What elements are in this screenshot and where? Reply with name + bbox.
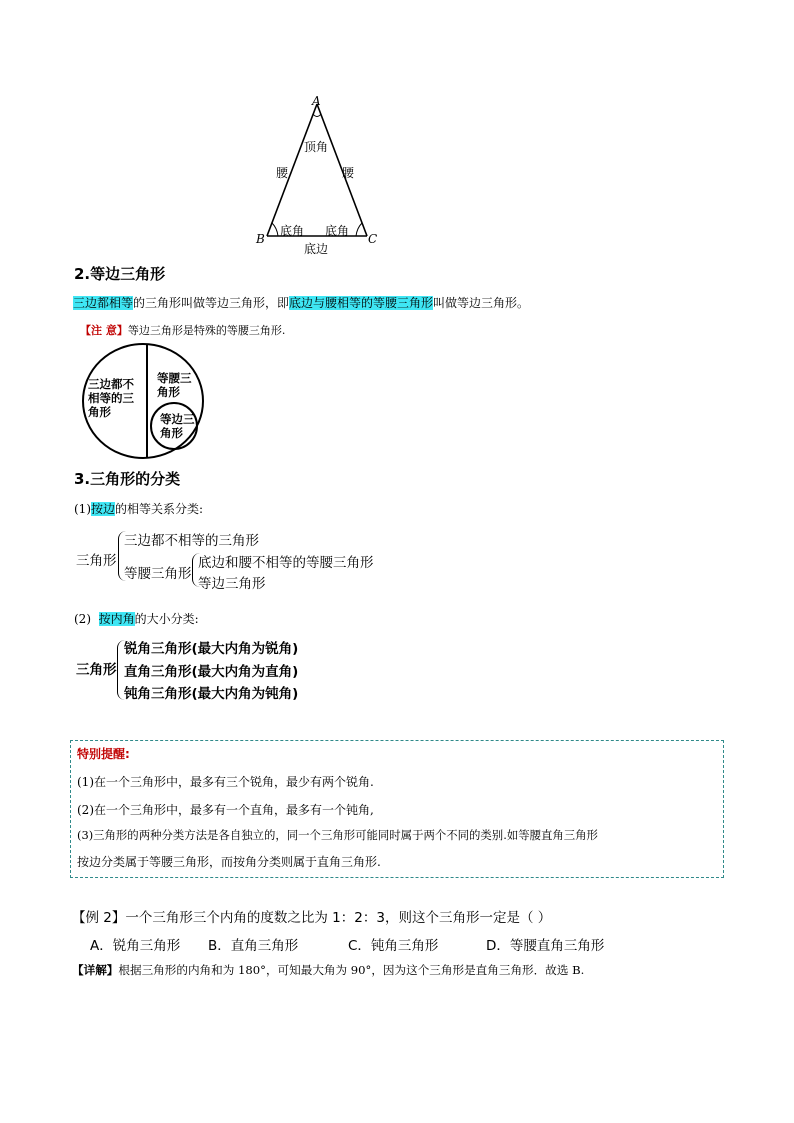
venn-inner-label [160,412,195,440]
base-angle-arc-left [272,223,278,236]
note-text: 等边三角形是特殊的等腰三角形. [127,324,286,337]
angle-tree-item2: 直角三角形(最大内角为直角) [124,664,299,680]
venn-right-label [157,371,192,399]
reminder-title: 特别提醒: [77,747,130,761]
note-label: 【注 意】 [80,324,128,337]
venn-left-line: 相等的三 [88,391,134,405]
option-c: C．钝角三角形 [348,938,439,954]
venn-inner-line: 角形 [160,426,183,440]
definition-text-2: 叫做等边三角形。 [433,296,530,310]
by-angle-prefix: (2) [74,612,91,626]
equilateral-definition [73,294,529,311]
definition-text-1: 的三角形叫做等边三角形，即 [133,296,290,310]
example-answer [72,962,584,978]
reminder-line-1: (1)在一个三角形中，最多有三个锐角，最少有两个锐角. [77,775,374,789]
apex-angle-arc [313,114,321,117]
note-line [80,322,285,338]
venn-left-label [88,377,134,419]
reminder-line-2: (2)在一个三角形中，最多有一个直角，最多有一个钝角, [77,803,374,817]
angle-tree-root: 三角形 [76,662,117,678]
venn-left-line: 三边都不 [88,377,134,391]
side-tree-sub1: 底边和腰不相等的等腰三角形 [198,555,374,571]
by-angle-caption [74,610,199,627]
right-base-angle-label: 底角 [325,224,350,238]
answer-label: 【详解】 [72,963,119,977]
by-angle-highlight: 按内角 [98,612,135,626]
venn-right-line: 角形 [157,385,180,399]
answer-text: 根据三角形的内角和为 180°，可知最大角为 90°，因为这个三角形是直角三角形．故选 B. [118,963,585,977]
angle-tree-item3: 钝角三角形(最大内角为钝角) [124,686,299,702]
option-b: B．直角三角形 [208,938,299,954]
base-angle-arc-right [356,223,362,236]
definition-highlight-2: 底边与腰相等的等腰三角形 [289,296,434,310]
section2-heading: 2.等边三角形 [74,265,166,283]
side-tree-item1: 三边都不相等的三角形 [124,533,259,549]
reminder-line-4: 按边分类属于等腰三角形，而按角分类则属于直角三角形. [77,855,381,869]
side-tree-item2: 等腰三角形 [124,566,192,582]
option-a: A．锐角三角形 [90,938,181,954]
by-side-caption [74,500,203,517]
left-leg-label: 腰 [276,166,289,180]
side-tree-sub2: 等边三角形 [198,576,266,592]
angle-tree-item1: 锐角三角形(最大内角为锐角) [124,641,299,657]
example-question: 【例 2】一个三角形三个内角的度数之比为 1：2：3，则这个三角形一定是（ ） [72,910,552,926]
definition-highlight-1: 三边都相等 [73,296,134,310]
vertex-c-label: C [368,232,378,246]
by-side-suffix: 的相等关系分类: [115,502,204,516]
option-d: D．等腰直角三角形 [486,938,605,954]
by-angle-suffix: 的大小分类: [134,612,199,626]
triangle-side-left [267,104,317,236]
special-reminder-box [70,740,724,878]
right-leg-label: 腰 [342,166,355,180]
venn-left-line: 角形 [88,405,111,419]
section3-heading: 3.三角形的分类 [74,470,181,488]
venn-inner-line: 等边三 [160,412,195,426]
by-side-prefix: (1) [74,502,91,516]
reminder-line-3: (3)三角形的两种分类方法是各自独立的，同一个三角形可能同时属于两个不同的类别.如等腰直角三角形 [77,828,598,842]
left-base-angle-label: 底角 [280,224,305,238]
vertex-a-label: A [312,94,321,108]
side-tree-root: 三角形 [76,553,117,569]
venn-right-line: 等腰三 [157,371,192,385]
apex-angle-label: 顶角 [304,140,329,154]
base-label: 底边 [304,242,329,256]
by-side-highlight: 按边 [91,502,116,516]
vertex-b-label: B [256,232,265,246]
